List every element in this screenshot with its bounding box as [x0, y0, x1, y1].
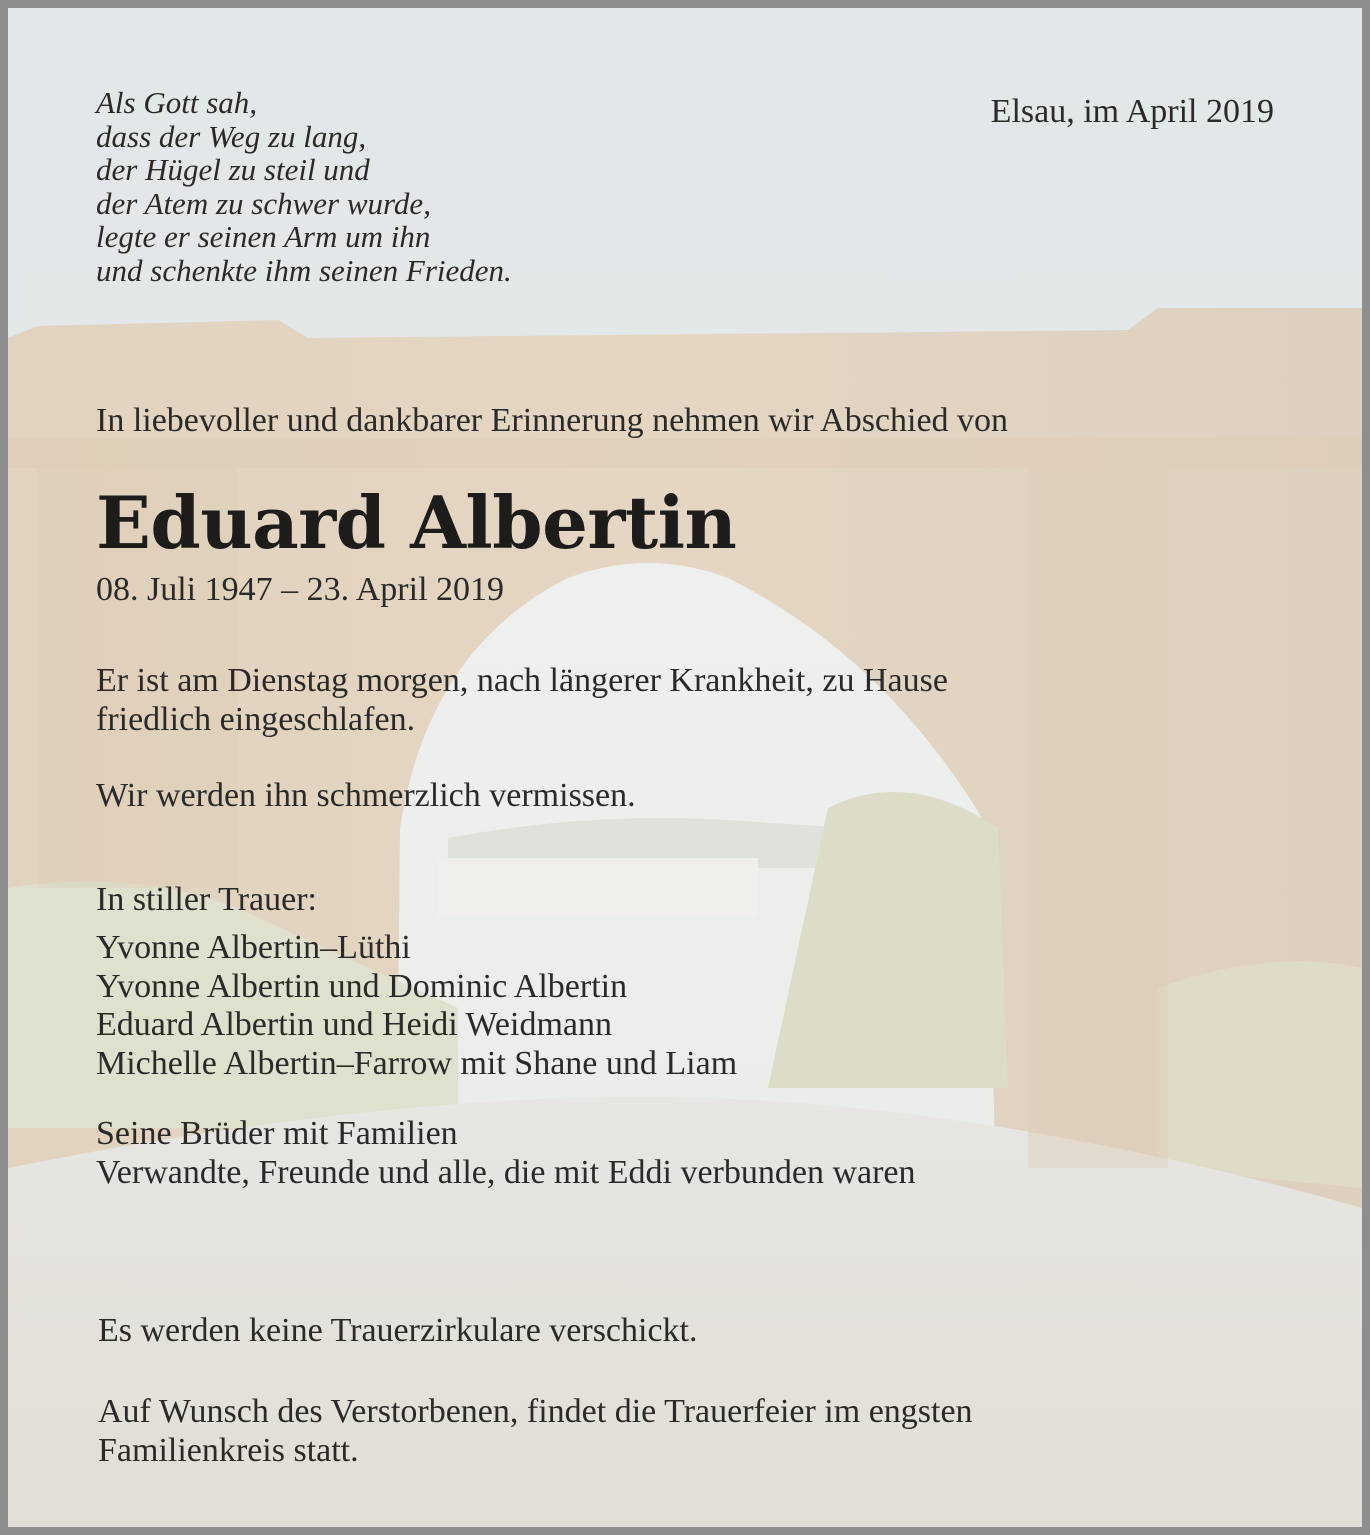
ceremony-notice-line: Auf Wunsch des Verstorbenen, findet die Trauerfeier im engsten [98, 1393, 973, 1430]
mourner-name: Michelle Albertin–Farrow mit Shane und Liam [96, 1044, 738, 1082]
poem [96, 86, 512, 287]
passing-message [96, 661, 948, 739]
passing-message-line: Er ist am Dienstag morgen, nach längerer Krankheit, zu Hause [96, 662, 948, 699]
relatives-line: Verwandte, Freunde und alle, die mit Eddi verbunden waren [96, 1153, 916, 1191]
circulars-notice: Es werden keine Trauerzirkulare verschickt. [98, 1312, 698, 1349]
obituary-content [8, 8, 1362, 1527]
deceased-name: Eduard Albertin [96, 480, 737, 565]
poem-line: Als Gott sah, [96, 85, 258, 120]
mourner-name: Yvonne Albertin–Lüthi [96, 929, 411, 966]
poem-line: der Atem zu schwer wurde, [96, 185, 431, 221]
passing-message-line: friedlich eingeschlafen. [96, 701, 416, 738]
relatives-list [96, 1115, 916, 1192]
poem-line: dass der Weg zu lang, [96, 118, 367, 154]
relatives-line: Seine Brüder mit Familien [96, 1115, 458, 1152]
mourners-list [96, 929, 737, 1083]
life-dates: 08. Juli 1947 – 23. April 2019 [96, 571, 505, 608]
mourner-name: Yvonne Albertin und Dominic Albertin [96, 967, 628, 1005]
mourner-name: Eduard Albertin und Heidi Weidmann [96, 1006, 612, 1043]
poem-line: der Hügel zu steil und [96, 152, 370, 187]
poem-line: und schenkte ihm seinen Frieden. [96, 252, 512, 288]
intro-text: In liebevoller und dankbarer Erinnerung nehmen wir Abschied von [96, 402, 1009, 439]
place-date: Elsau, im April 2019 [990, 93, 1274, 130]
ceremony-notice-line: Familienkreis statt. [98, 1432, 359, 1469]
poem-line: legte er seinen Arm um ihn [96, 219, 431, 254]
ceremony-notice [98, 1392, 973, 1470]
missed-message: Wir werden ihn schmerzlich vermissen. [96, 777, 636, 814]
mourners-title: In stiller Trauer: [96, 881, 317, 918]
